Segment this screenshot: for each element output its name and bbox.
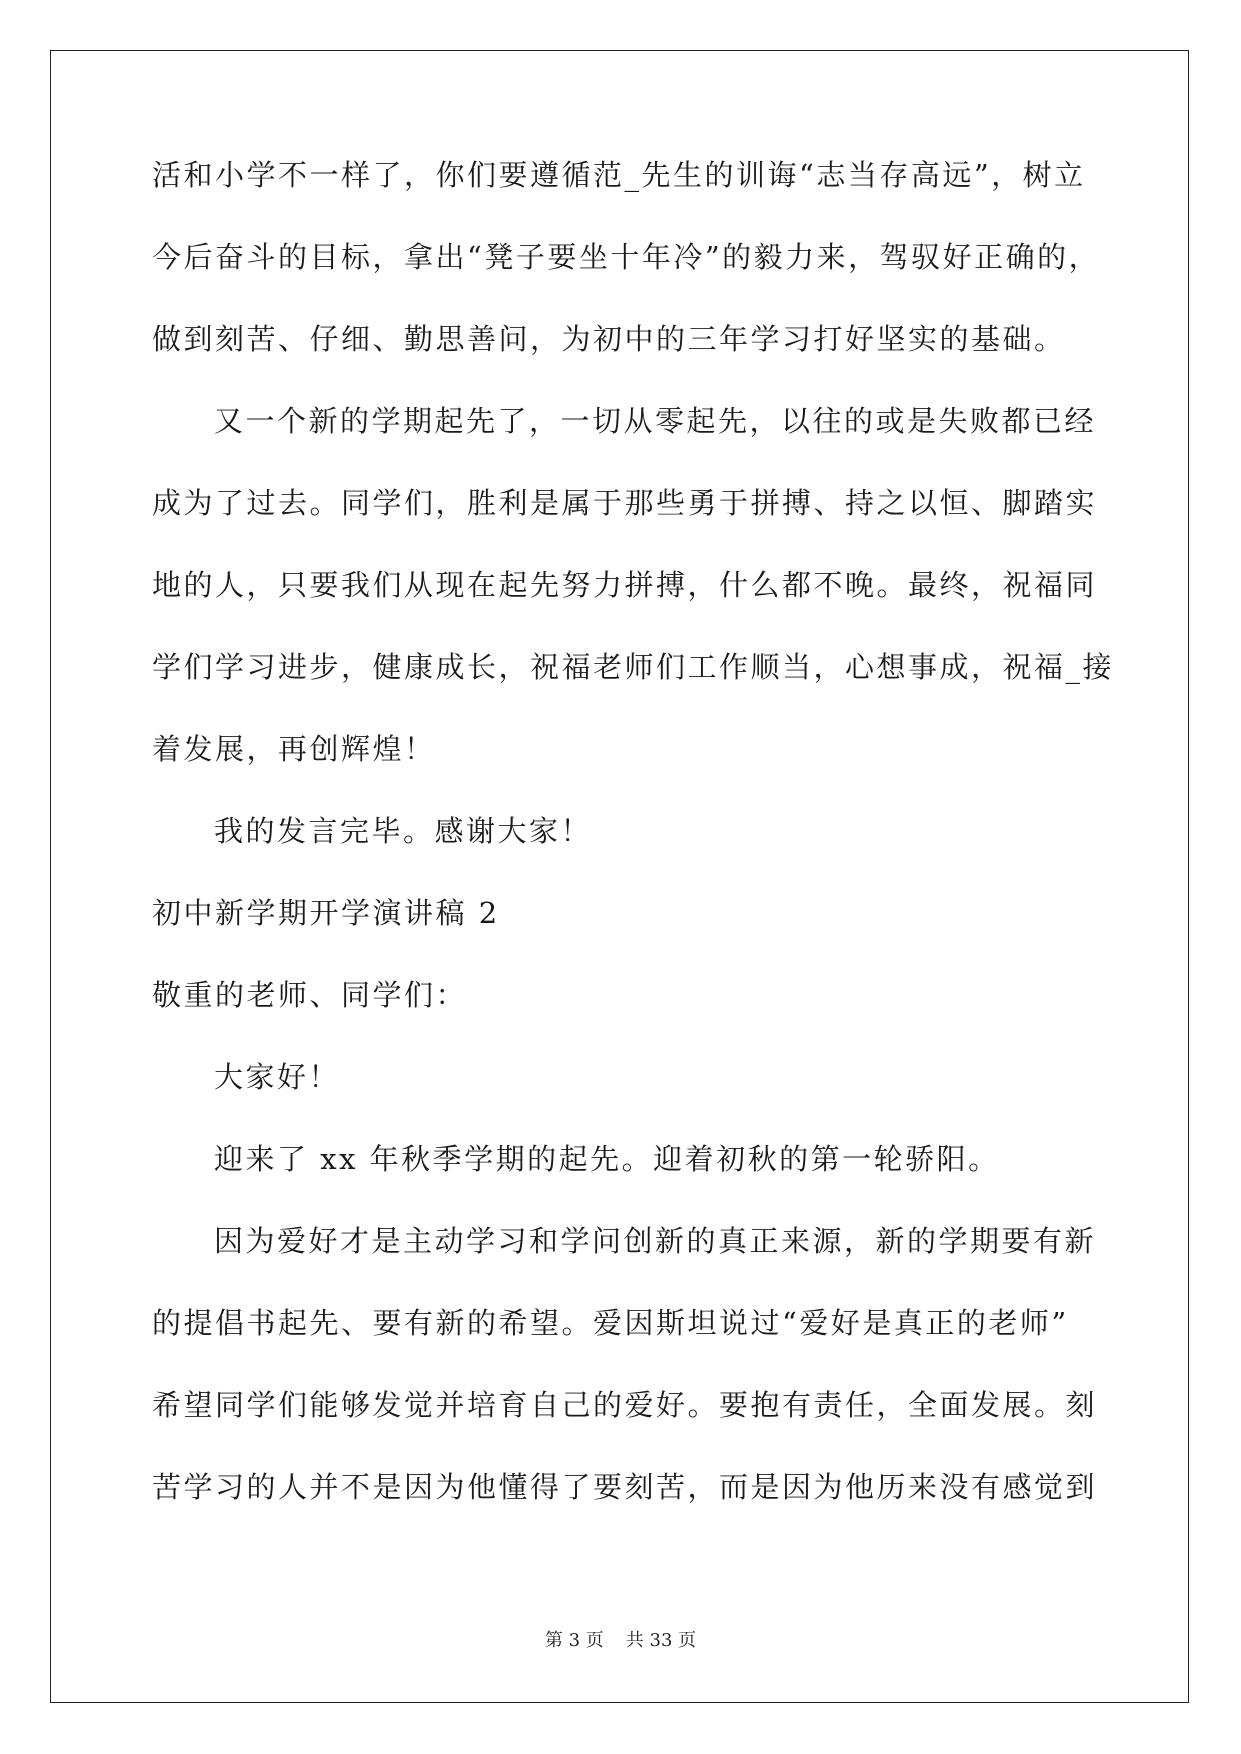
- page-number: 第 3 页: [544, 1630, 604, 1651]
- paragraph-line: 又一个新的学期起先了，一切从零起先，以往的或是失败都已经: [214, 404, 1097, 438]
- paragraph-line: 的提倡书起先、要有新的希望。爱因斯坦说过“爱好是真正的老师”: [152, 1306, 1069, 1340]
- page-footer: [0, 1626, 1241, 1652]
- section-heading: 初中新学期开学演讲稿 2: [152, 896, 500, 930]
- paragraph-line: 活和小学不一样了，你们要遵循范_先生的训诲“志当存高远”，树立: [152, 158, 1086, 192]
- page-total: 共 33 页: [625, 1630, 697, 1651]
- paragraph-line: 地的人，只要我们从现在起先努力拼搏，什么都不晚。最终，祝福同: [152, 568, 1098, 602]
- paragraph-line: 成为了过去。同学们，胜利是属于那些勇于拼搏、持之以恒、脚踏实: [152, 486, 1098, 520]
- salutation: 敬重的老师、同学们：: [152, 978, 468, 1012]
- paragraph-line: 希望同学们能够发觉并培育自己的爱好。要抱有责任，全面发展。刻: [152, 1388, 1098, 1422]
- paragraph-line: 因为爱好才是主动学习和学问创新的真正来源，新的学期要有新: [214, 1224, 1097, 1258]
- paragraph-line: 迎来了 xx 年秋季学期的起先。迎着初秋的第一轮骄阳。: [214, 1142, 1000, 1176]
- paragraph-line: 苦学习的人并不是因为他懂得了要刻苦，而是因为他历来没有感觉到: [152, 1470, 1098, 1504]
- paragraph-line: 我的发言完毕。感谢大家！: [214, 814, 593, 848]
- paragraph-line: 着发展，再创辉煌！: [152, 732, 436, 766]
- greeting: 大家好！: [214, 1060, 341, 1094]
- paragraph-line: 学们学习进步，健康成长，祝福老师们工作顺当，心想事成，祝福_接: [152, 650, 1115, 684]
- paragraph-line: 做到刻苦、仔细、勤思善问，为初中的三年学习打好坚实的基础。: [152, 322, 1066, 356]
- paragraph-line: 今后奋斗的目标，拿出“凳子要坐十年冷”的毅力来，驾驭好正确的，: [152, 240, 1101, 274]
- page-border: [50, 50, 1189, 1703]
